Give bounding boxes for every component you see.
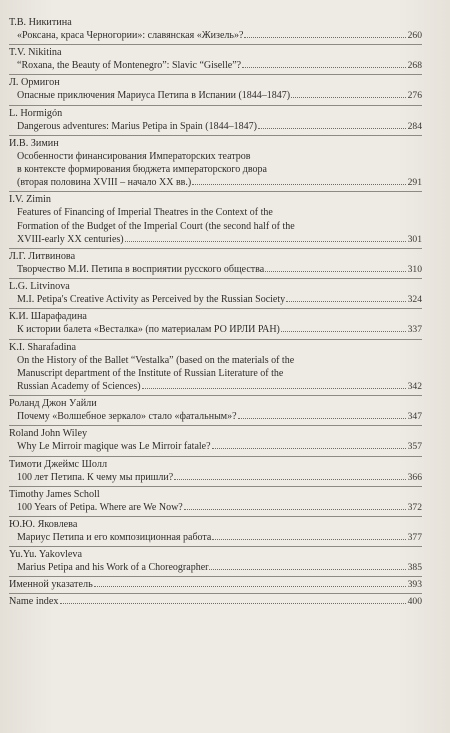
toc-title-text: Russian Academy of Sciences) [17, 381, 141, 393]
toc-title-line [17, 233, 422, 246]
toc-entry[interactable] [9, 594, 422, 610]
toc-title-line [17, 410, 422, 423]
toc-dot-leader [265, 271, 405, 272]
toc-title-line [17, 380, 422, 393]
toc-author-text: Л. Ормигон [9, 77, 60, 89]
toc-title-text: Why Le Mirroir magique was Le Mirroir fatale? [17, 441, 211, 453]
toc-title-text: в контексте формирования бюджета императорского двора [17, 164, 267, 176]
toc-author [9, 595, 422, 608]
toc-title [9, 354, 422, 394]
toc-dot-leader [238, 418, 406, 419]
toc-author [9, 280, 422, 293]
toc-entry[interactable] [9, 426, 422, 456]
toc-author-text: Roland John Wiley [9, 428, 88, 440]
toc-title-text: 100 лет Петипа. К чему мы пришли? [17, 471, 174, 483]
toc-dot-leader [242, 67, 406, 68]
toc-title-text: Features of Financing of Imperial Theatres in the Context of the [17, 207, 273, 219]
toc-title-line [17, 323, 422, 336]
toc-title-line [17, 293, 422, 306]
toc-title-text: Dangerous adventures: Marius Petipa in Spain (1844–1847) [17, 120, 257, 132]
toc-title-line [17, 561, 422, 574]
toc-author-text: Т.В. Никитина [9, 17, 72, 28]
toc-title-line [17, 89, 422, 102]
toc-author [9, 341, 422, 354]
toc-author-text: Yu.Yu. Yakovleva [9, 549, 83, 561]
toc-title [9, 440, 422, 453]
toc-title-line [17, 163, 422, 176]
toc-title-text: Manuscript department of the Institute of Russian Literature of the [17, 367, 284, 379]
toc-title-line [17, 354, 422, 367]
toc-page-number: 276 [407, 90, 422, 102]
toc-entry[interactable] [9, 340, 422, 397]
toc-entry[interactable] [9, 279, 422, 309]
toc-author-text: K.I. Sharafadina [9, 341, 77, 353]
toc-entry[interactable] [9, 309, 422, 339]
toc-title [9, 501, 422, 514]
toc-author-text: К.И. Шарафадина [9, 311, 87, 323]
toc-title-text: Особенности финансирования Императорских театров [17, 150, 251, 162]
toc-title-text: XVIII-early XX centuries) [17, 233, 124, 245]
toc-title [9, 150, 422, 190]
toc-dot-leader [192, 184, 405, 185]
toc-entry[interactable] [9, 15, 422, 45]
toc-author [9, 458, 422, 471]
toc-author [9, 193, 422, 206]
toc-title-text: On the History of the Ballet “Vestalka” (based on the materials of the [17, 354, 295, 366]
toc-title [9, 410, 422, 423]
toc-entry[interactable] [9, 547, 422, 577]
toc-title [9, 89, 422, 102]
toc-author-text: L.G. Litvinova [9, 281, 70, 293]
toc-title [9, 471, 422, 484]
toc-author-text: Ю.Ю. Яковлева [9, 519, 78, 531]
toc-title [9, 531, 422, 544]
toc-entry[interactable] [9, 577, 422, 594]
toc-dot-leader [125, 241, 406, 242]
toc-page-number: 400 [407, 596, 422, 608]
toc-dot-leader [184, 509, 406, 510]
toc-title-line [17, 263, 422, 276]
toc-entry[interactable] [9, 457, 422, 487]
toc-title-line [17, 367, 422, 380]
toc-page-number: 385 [407, 562, 422, 574]
toc-page-number: 324 [407, 294, 422, 306]
toc-author [9, 488, 422, 501]
toc-page-number: 291 [407, 177, 422, 189]
toc-author [9, 310, 422, 323]
toc-dot-leader [60, 603, 406, 604]
toc-title-text: Творчество М.И. Петипа в восприятии русского общества [17, 264, 265, 276]
toc-title-line [17, 531, 422, 544]
table-of-contents [9, 15, 422, 610]
toc-title-text: 100 Years of Petipa. Where are We Now? [17, 501, 183, 513]
toc-title [9, 263, 422, 276]
toc-title [9, 120, 422, 133]
toc-author [9, 250, 422, 263]
toc-author [9, 76, 422, 89]
toc-author-text: I.V. Zimin [9, 194, 51, 206]
toc-dot-leader [209, 569, 405, 570]
toc-title-text: (вторая половина XVIII – начало XX вв.) [17, 177, 192, 189]
toc-title-line [17, 206, 422, 219]
toc-author-text: И.В. Зимин [9, 137, 59, 149]
toc-page-number: 301 [407, 233, 422, 245]
toc-title [9, 29, 422, 42]
toc-author-text: Л.Г. Литвинова [9, 251, 76, 263]
toc-entry[interactable] [9, 249, 422, 279]
toc-title-line [17, 120, 422, 133]
toc-author [9, 518, 422, 531]
toc-dot-leader [212, 448, 406, 449]
toc-page-number: 347 [407, 411, 422, 423]
toc-title-text: «Роксана, краса Черногории»: славянская «Жизель»? [17, 30, 244, 41]
toc-title [9, 206, 422, 246]
toc-title-text: Почему «Волшебное зеркало» стало «фатальным»? [17, 411, 237, 423]
toc-author-text: Timothy James Scholl [9, 488, 100, 500]
toc-title [9, 59, 422, 72]
toc-title [9, 323, 422, 336]
toc-page-number: 377 [407, 532, 422, 544]
toc-title-text: Опасные приключения Мариуса Петипа в Испании (1844–1847) [17, 90, 291, 102]
toc-dot-leader [291, 97, 405, 98]
toc-page-number: 357 [407, 441, 422, 453]
toc-author [9, 548, 422, 561]
toc-entry[interactable] [9, 45, 422, 75]
toc-dot-leader [258, 128, 406, 129]
toc-title [9, 561, 422, 574]
toc-page-number: 268 [407, 60, 422, 72]
toc-dot-leader [281, 331, 406, 332]
toc-entry[interactable] [9, 487, 422, 517]
toc-dot-leader [142, 388, 406, 389]
toc-author-text: L. Hormigón [9, 107, 63, 119]
toc-entry[interactable] [9, 396, 422, 426]
toc-title-line [17, 471, 422, 484]
toc-title-line [17, 440, 422, 453]
toc-author-text: Роланд Джон Уайли [9, 398, 97, 410]
toc-page-number: 337 [407, 324, 422, 336]
toc-author [9, 397, 422, 410]
toc-dot-leader [94, 586, 406, 587]
toc-title [9, 293, 422, 306]
toc-author [9, 578, 422, 591]
toc-title-line [17, 501, 422, 514]
toc-page-number: 393 [407, 579, 422, 591]
toc-title-line [17, 29, 422, 42]
toc-author [9, 427, 422, 440]
toc-page-number: 310 [407, 264, 422, 276]
toc-author-text: T.V. Nikitina [9, 47, 62, 59]
toc-title-line [17, 59, 422, 72]
toc-author-text: Именной указатель [9, 579, 93, 591]
toc-author [9, 137, 422, 150]
toc-title-text: “Roxana, the Beauty of Montenegro”: Slavic “Giselle”? [17, 60, 242, 72]
toc-title-line [17, 150, 422, 163]
toc-author-text: Name index [9, 596, 59, 608]
toc-page-number: 284 [407, 120, 422, 132]
toc-entry[interactable] [9, 75, 422, 105]
toc-page-number: 260 [407, 30, 422, 41]
toc-dot-leader [212, 539, 405, 540]
toc-author-text: Тимоти Джеймс Шолл [9, 458, 108, 470]
toc-dot-leader [174, 479, 405, 480]
toc-entry[interactable] [9, 136, 422, 193]
toc-entry[interactable] [9, 192, 422, 249]
toc-author [9, 16, 422, 29]
toc-entry[interactable] [9, 517, 422, 547]
toc-author [9, 107, 422, 120]
toc-author [9, 46, 422, 59]
toc-title-text: Formation of the Budget of the Imperial Court (the second half of the [17, 220, 295, 232]
toc-title-line [17, 220, 422, 233]
toc-page-number: 342 [407, 381, 422, 393]
toc-title-text: Marius Petipa and his Work of a Choreographer [17, 562, 209, 574]
toc-dot-leader [244, 37, 405, 38]
toc-title-text: Мариус Петипа и его композиционная работа [17, 532, 212, 544]
toc-title-text: M.I. Petipa's Creative Activity as Perceived by the Russian Society [17, 294, 286, 306]
toc-title-line [17, 176, 422, 189]
toc-dot-leader [286, 301, 405, 302]
toc-page-number: 366 [407, 471, 422, 483]
toc-entry[interactable] [9, 106, 422, 136]
toc-title-text: К истории балета «Весталка» (по материалам РО ИРЛИ РАН) [17, 324, 280, 336]
toc-page-number: 372 [407, 501, 422, 513]
